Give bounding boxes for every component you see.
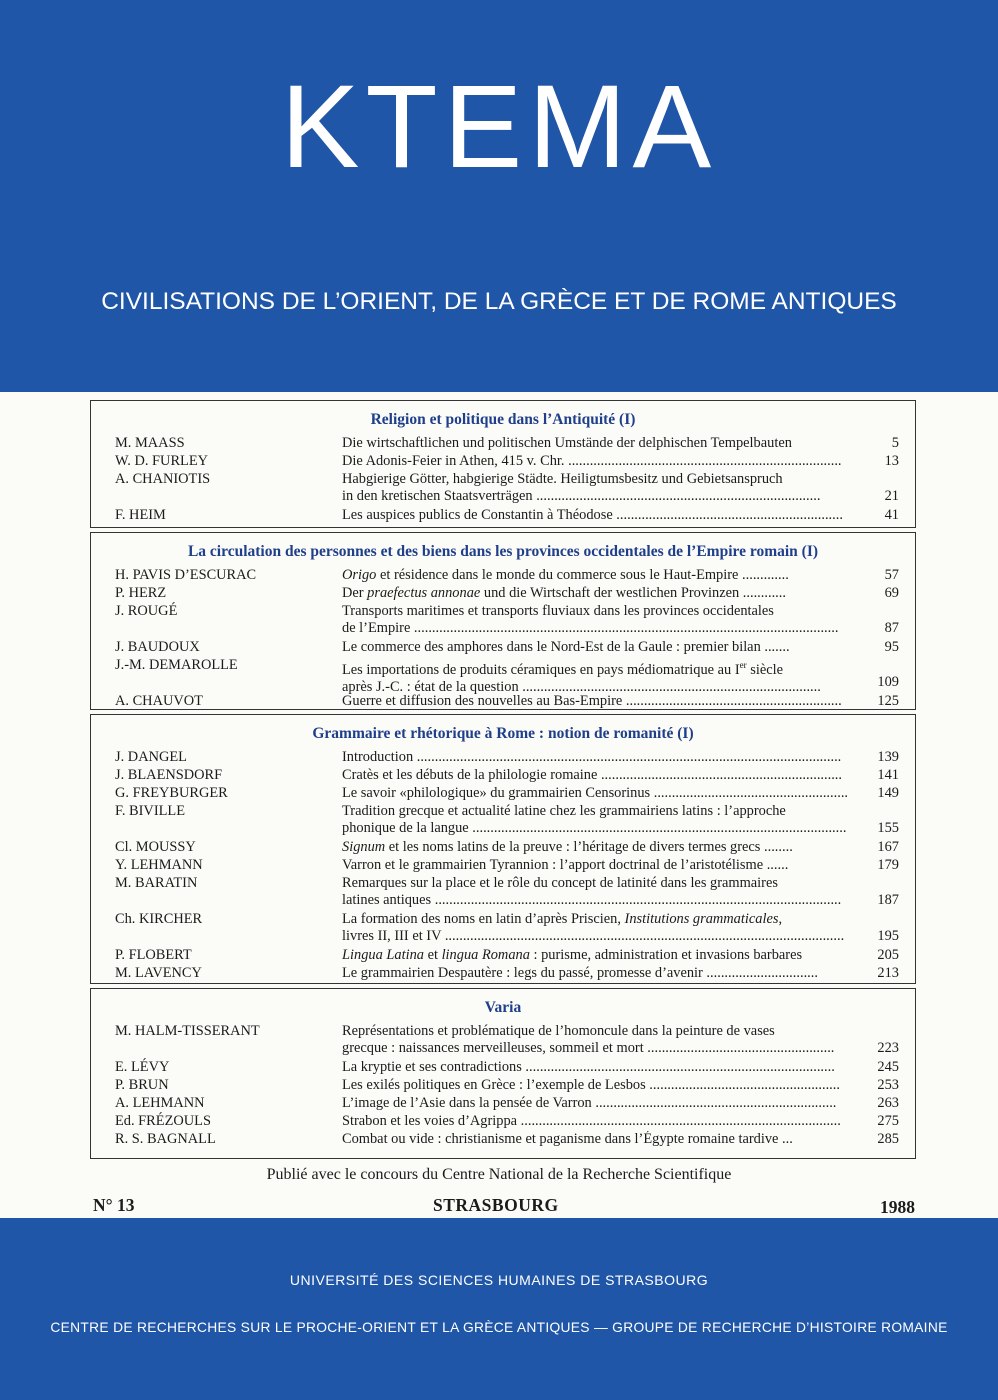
- entry-author: R. S. BAGNALL: [115, 1131, 216, 1147]
- section-title: Varia: [484, 999, 522, 1016]
- entry-page-number: 155: [877, 820, 899, 836]
- entry-title-line: de l’Empire ......................................................................................................................: [342, 620, 839, 636]
- entry-title-line: Introduction ......................................................................................................................: [342, 749, 842, 765]
- entry-title: [342, 839, 854, 856]
- entry-title: [342, 911, 854, 945]
- entry-author: Cl. MOUSSY: [115, 839, 196, 855]
- publication-note: Publié avec le concours du Centre National de la Recherche Scientifique: [266, 1166, 732, 1183]
- entry-page-number: 245: [877, 1059, 899, 1075]
- entry-title-line: in den kretischen Staatsverträgen ...............................................................................: [342, 488, 821, 504]
- entry-page-number: 187: [877, 892, 899, 908]
- entry-author: J. ROUGÉ: [115, 603, 178, 619]
- entry-page-number: 167: [877, 839, 899, 855]
- entry-title: [342, 507, 854, 524]
- entry-title: [342, 857, 854, 874]
- entry-title-line: L’image de l’Asie dans la pensée de Varron ...................................................................: [342, 1095, 837, 1111]
- entry-author: J. BLAENSDORF: [115, 767, 223, 783]
- publication-year: 1988: [880, 1197, 915, 1217]
- research-centres: CENTRE DE RECHERCHES SUR LE PROCHE-ORIENT ET LA GRÈCE ANTIQUES — GROUPE DE RECHERCHE D’HISTOIRE ROMAINE: [50, 1320, 948, 1335]
- entry-title-line: après J.-C. : état de la question ...................................................................................: [342, 678, 821, 695]
- toc-section-3: [90, 714, 916, 984]
- entry-page-number: 21: [884, 488, 899, 504]
- entry-title: [342, 567, 854, 584]
- entry-title-line: Remarques sur la place et le rôle du concept de latinité dans les grammaires: [342, 875, 778, 891]
- entry-title-line: Le grammairien Despautère : legs du passé, promesse d’avenir ...............................: [342, 965, 818, 981]
- entry-title-line: Tradition grecque et actualité latine chez les grammairiens latins : l’approche: [342, 803, 786, 819]
- entry-page-number: 41: [884, 507, 899, 523]
- entry-title: [342, 1077, 854, 1094]
- entry-title-line: livres II, III et IV ...............................................................................................................: [342, 928, 845, 944]
- entry-title-line: Strabon et les voies d’Agrippa .........................................................................................: [342, 1113, 841, 1129]
- entry-title-line: phonique de la langue ........................................................................................................: [342, 820, 847, 836]
- entry-title-line: Les auspices publics de Constantin à Théodose ...............................................................: [342, 507, 843, 523]
- entry-page-number: 95: [884, 639, 899, 655]
- entry-author: J. BAUDOUX: [115, 639, 200, 655]
- entry-page-number: 13: [884, 453, 899, 469]
- entry-title-line: Varron et le grammairien Tyrannion : l’apport doctrinal de l’aristotélisme ......: [342, 857, 789, 873]
- entry-title-line: Les exilés politiques en Grèce : l’exemple de Lesbos .....................................................: [342, 1077, 840, 1093]
- entry-page-number: 139: [877, 749, 899, 765]
- entry-page-number: 285: [877, 1131, 899, 1147]
- entry-title-line: La formation des noms en latin d’après Priscien, Institutions grammaticales,: [342, 911, 783, 927]
- entry-title: [342, 1131, 854, 1148]
- entry-title-line: Combat ou vide : christianisme et paganisme dans l’Égypte romaine tardive ...: [342, 1131, 793, 1147]
- entry-page-number: 179: [877, 857, 899, 873]
- entry-title-line: La kryptie et ses contradictions ......................................................................................: [342, 1059, 835, 1075]
- entry-author: M. LAVENCY: [115, 965, 202, 981]
- section-title: Religion et politique dans l’Antiquité (I): [370, 411, 636, 428]
- top-color-band: [0, 0, 998, 392]
- entry-author: P. HERZ: [115, 585, 167, 601]
- entry-page-number: 253: [877, 1077, 899, 1093]
- toc-section-1: [90, 400, 916, 528]
- entry-author: F. BIVILLE: [115, 803, 185, 819]
- entry-author: E. LÉVY: [115, 1059, 170, 1075]
- entry-title-line: Cratès et les débuts de la philologie romaine ...................................................................: [342, 767, 843, 783]
- entry-title-line: Die wirtschaftlichen und politischen Umstände der delphischen Tempelbauten: [342, 435, 792, 451]
- bottom-color-band: [0, 1218, 998, 1400]
- entry-title-line: Der praefectus annonae und die Wirtschaft der westlichen Provinzen ............: [342, 585, 786, 601]
- entry-title: [342, 639, 854, 656]
- entry-page-number: 109: [877, 674, 899, 690]
- entry-title: [342, 657, 854, 696]
- entry-author: G. FREYBURGER: [115, 785, 228, 801]
- toc-section-4: [90, 988, 916, 1159]
- entry-title: [342, 785, 854, 802]
- entry-page-number: 125: [877, 693, 899, 709]
- entry-title: [342, 1059, 854, 1076]
- entry-author: M. HALM-TISSERANT: [115, 1023, 260, 1039]
- issue-number: N° 13: [93, 1195, 135, 1215]
- university-name: UNIVERSITÉ DES SCIENCES HUMAINES DE STRASBOURG: [289, 1272, 709, 1288]
- entry-author: M. MAASS: [115, 435, 185, 451]
- entry-page-number: 223: [877, 1040, 899, 1056]
- entry-title-line: Die Adonis-Feier in Athen, 415 v. Chr. ............................................................................: [342, 453, 842, 469]
- entry-title: [342, 767, 854, 784]
- entry-title: [342, 1113, 854, 1130]
- entry-title: [342, 947, 854, 964]
- entry-title-line: Représentations et problématique de l’homoncule dans la peinture de vases: [342, 1023, 775, 1039]
- entry-author: A. CHAUVOT: [115, 693, 203, 709]
- entry-page-number: 141: [877, 767, 899, 783]
- section-title: Grammaire et rhétorique à Rome : notion de romanité (I): [312, 725, 694, 742]
- entry-title: [342, 435, 854, 452]
- entry-page-number: 5: [891, 435, 899, 451]
- entry-author: Y. LEHMANN: [115, 857, 203, 873]
- entry-title: [342, 965, 854, 982]
- entry-title: [342, 693, 854, 710]
- entry-author: F. HEIM: [115, 507, 166, 523]
- entry-title-line: Lingua Latina et lingua Romana : purisme, administration et invasions barbares: [342, 947, 803, 963]
- entry-title-line: latines antiques .................................................................................................................: [342, 892, 842, 908]
- entry-page-number: 263: [877, 1095, 899, 1111]
- entry-page-number: 149: [877, 785, 899, 801]
- entry-author: A. LEHMANN: [115, 1095, 205, 1111]
- journal-title: KTEMA: [280, 61, 718, 193]
- entry-title: [342, 471, 854, 505]
- entry-title: [342, 585, 854, 602]
- journal-subtitle: CIVILISATIONS DE L’ORIENT, DE LA GRÈCE ET DE ROME ANTIQUES: [101, 288, 897, 315]
- entry-page-number: 213: [877, 965, 899, 981]
- entry-page-number: 275: [877, 1113, 899, 1129]
- entry-title-line: grecque : naissances merveilleuses, sommeil et mort ....................................................: [342, 1040, 835, 1056]
- entry-page-number: 57: [884, 567, 899, 583]
- toc-section-2: [90, 532, 916, 710]
- entry-page-number: 87: [884, 620, 899, 636]
- entry-title-line: Guerre et diffusion des nouvelles au Bas-Empire ............................................................: [342, 693, 842, 709]
- entry-author: P. BRUN: [115, 1077, 169, 1093]
- entry-author: A. CHANIOTIS: [115, 471, 211, 487]
- publication-city: STRASBOURG: [433, 1195, 559, 1215]
- entry-title-line: Origo et résidence dans le monde du commerce sous le Haut-Empire .............: [342, 567, 789, 583]
- entry-title-line: Signum et les noms latins de la preuve : l’héritage de divers termes grecs ........: [342, 839, 793, 855]
- entry-title-line: Le savoir «philologique» du grammairien Censorinus ......................................................: [342, 785, 849, 801]
- entry-title: [342, 875, 854, 909]
- entry-page-number: 205: [877, 947, 899, 963]
- entry-title: [342, 803, 854, 837]
- entry-author: H. PAVIS D’ESCURAC: [115, 567, 257, 583]
- entry-title-line: Transports maritimes et transports fluviaux dans les provinces occidentales: [342, 603, 774, 619]
- entry-author: J. DANGEL: [115, 749, 187, 765]
- entry-title-line: Le commerce des amphores dans le Nord-Est de la Gaule : premier bilan .......: [342, 639, 790, 655]
- entry-author: J.-M. DEMAROLLE: [115, 657, 238, 673]
- entry-author: P. FLOBERT: [115, 947, 192, 963]
- entry-author: Ed. FRÉZOULS: [115, 1113, 211, 1129]
- entry-title: [342, 453, 854, 470]
- entry-title: [342, 749, 854, 766]
- entry-author: M. BARATIN: [115, 875, 198, 891]
- entry-title: [342, 603, 854, 637]
- entry-page-number: 69: [884, 585, 899, 601]
- section-title: La circulation des personnes et des biens dans les provinces occidentales de l’Empire romain (I): [187, 543, 819, 560]
- entry-title-line: Les importations de produits céramiques en pays médiomatrique au Ier siècle: [342, 660, 783, 678]
- entry-title: [342, 1023, 854, 1057]
- entry-title-line: Habgierige Götter, habgierige Städte. Heiligtumsbesitz und Gebietsanspruch: [342, 471, 783, 487]
- entry-title: [342, 1095, 854, 1112]
- entry-page-number: 195: [877, 928, 899, 944]
- entry-author: W. D. FURLEY: [115, 453, 209, 469]
- entry-author: Ch. KIRCHER: [115, 911, 203, 927]
